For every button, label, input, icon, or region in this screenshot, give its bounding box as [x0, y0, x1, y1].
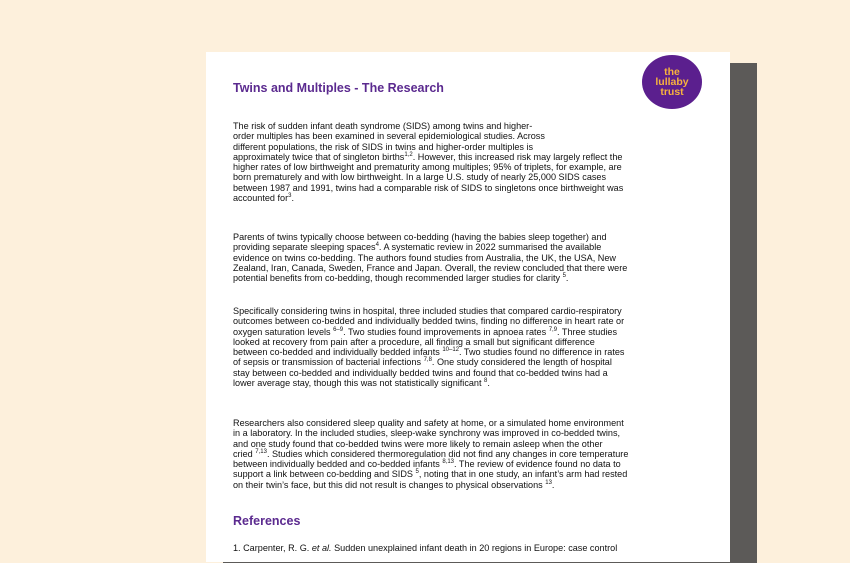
text-line [233, 459, 708, 469]
text-span: on their twin’s face, but this did not result is changes to physical observations [233, 479, 546, 490]
text-span: . [487, 378, 490, 389]
text-span: . The review of evidence found no data to [454, 459, 621, 470]
text-line [233, 347, 708, 357]
text-line [233, 480, 708, 490]
citation: 7,9 [548, 326, 558, 333]
text-span: . Two studies found no difference in rates [459, 347, 625, 358]
text-span: between individually bedded and co-bedded infants [233, 459, 443, 470]
citation: 5 [562, 273, 566, 280]
paragraph-hospital [233, 306, 708, 388]
text-span: . A systematic review in 2022 summarised the available [378, 242, 602, 253]
text-line: Specifically considering twins in hospital, three included studies that compared cardio-respiratory [233, 306, 622, 316]
text-span: accounted for [233, 193, 289, 204]
text-line: born prematurely and with low birthweight. In a large U.S. study of nearly 25,000 SIDS cases [233, 172, 607, 183]
citation: 8 [484, 378, 488, 385]
text-line: and one study found that co-bedded twins were more likely to remain asleep when the other [233, 438, 603, 449]
logo-text-the: the [664, 66, 680, 78]
text-line: evidence on twins co-bedding. The authors found studies from Australia, the UK, the USA, New [233, 252, 616, 263]
text-span: . One study considered the length of hospital [431, 357, 612, 368]
text-span: oxygen saturation levels [233, 326, 334, 337]
text-span: . Three studies [557, 326, 618, 337]
text-line: looked at recovery from pain after a procedure, all finding a small but significant difference [233, 336, 595, 347]
citation: 10–12 [442, 347, 459, 354]
text-span: cried [233, 448, 256, 459]
text-line [233, 193, 708, 203]
text-line: in a laboratory. In the included studies, sleep-wake synchrony was improved in co-bedded twins, [233, 428, 621, 439]
lullaby-trust-logo [642, 55, 702, 109]
text-line: order multiples has been examined in several epidemiological studies. Across [233, 131, 545, 142]
citation: 13 [545, 479, 552, 486]
text-line [233, 357, 708, 367]
text-line [233, 449, 708, 459]
citation: 4 [375, 242, 379, 249]
citation: 8,13 [442, 459, 454, 466]
text-line: higher rates of low birthweight and prematurity among multiples; 95% of triplets, for example, are [233, 162, 622, 173]
references-heading: References [233, 514, 301, 528]
document-title: Twins and Multiples - The Research [233, 81, 444, 95]
text-span: potential benefits from co-bedding, though recommended larger studies for clarity [233, 273, 563, 284]
text-span: . Two studies found improvements in apnoea rates [343, 326, 549, 337]
reference-et-al: et al. [311, 543, 332, 553]
paragraph-risk [233, 121, 708, 203]
citation: 7,8 [423, 357, 432, 364]
reference-text: 1. Carpenter, R. G. [233, 543, 312, 553]
text-line [233, 327, 708, 337]
text-line: The risk of sudden infant death syndrome (SIDS) among twins and higher- [233, 121, 533, 131]
text-line: Researchers also considered sleep quality and safety at home, or a simulated home environment [233, 418, 624, 428]
text-line: outcomes between co-bedded and individually bedded twins, finding no difference in heart rate or [233, 316, 625, 327]
reference-text: Sudden unexplained infant death in 20 regions in Europe: case control [331, 543, 618, 553]
text-span: providing separate sleeping spaces [233, 242, 376, 253]
text-span: support a link between co-bedding and SIDS [233, 469, 416, 480]
text-line: stay between co-bedded and individually bedded twins and found that co-bedded twins had a [233, 367, 608, 378]
citation: 6–9 [333, 326, 344, 333]
citation: 1,2 [404, 151, 413, 158]
text-line [233, 378, 708, 388]
paragraph-cobedding [233, 232, 708, 283]
text-span: approximately twice that of singleton births [233, 151, 405, 162]
text-line [233, 469, 708, 479]
text-line [233, 273, 708, 283]
text-line: Parents of twins typically choose between co-bedding (having the babies sleep together) and [233, 232, 607, 242]
citation: 3 [288, 193, 292, 200]
logo-text-trust: trust [660, 86, 684, 98]
paragraph-home [233, 418, 708, 490]
text-line [233, 152, 708, 162]
text-line: between 1987 and 1991, twins had a comparable risk of SIDS to singletons once birthweight was [233, 182, 624, 193]
text-span: . [291, 193, 294, 204]
text-span: . [551, 479, 555, 490]
citation: 7,13 [255, 448, 267, 455]
text-span: . [565, 273, 569, 284]
text-span: , noting that in one study, an infant’s arm had rested [418, 469, 628, 480]
logo-text-lullaby: lullaby [655, 76, 689, 88]
text-span: . However, this increased risk may largely reflect the [412, 151, 623, 162]
text-span: between co-bedded and individually bedded infants [233, 347, 443, 358]
text-span: . Studies which considered thermoregulation did not find any changes in core temperature [266, 448, 629, 459]
text-line [233, 242, 708, 252]
citation: 5 [415, 469, 419, 476]
text-line: different populations, the risk of SIDS in twins and higher-order multiples is [233, 141, 534, 152]
text-span: of sepsis or transmission of bacterial infections [233, 357, 424, 368]
text-line: Zealand, Iran, Canada, Sweden, France and Japan. Overall, the review concluded that there were [233, 262, 628, 273]
text-span: lower average stay, though this was not statistically significant [233, 378, 485, 389]
